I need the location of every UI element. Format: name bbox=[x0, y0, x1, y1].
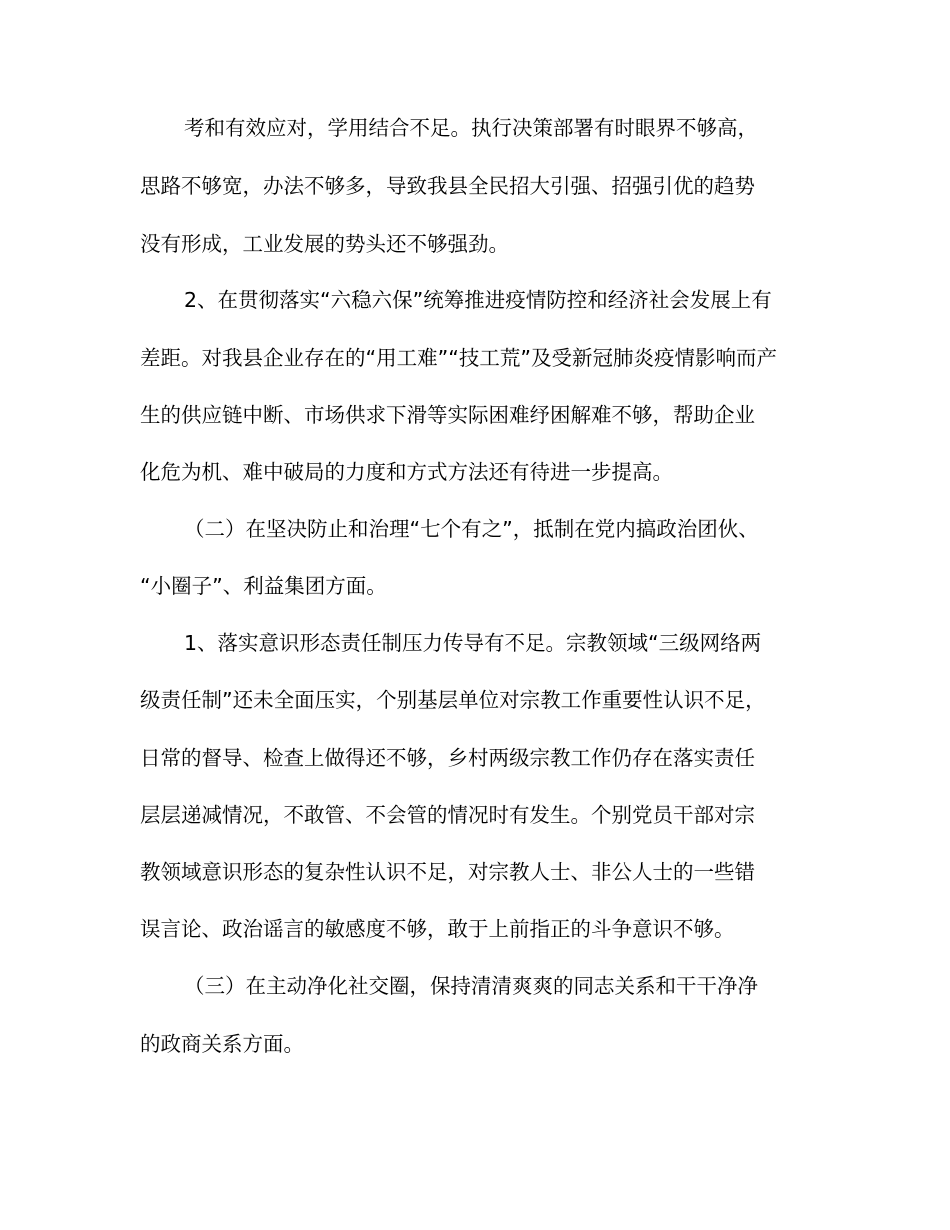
paragraph-line: 化危为机、难中破局的力度和方式方法还有待进一步提高。 bbox=[140, 460, 673, 484]
section-heading-line: 的政商关系方面。 bbox=[140, 1032, 304, 1056]
paragraph-line: 1、落实意识形态责任制压力传导有不足。宗教领域“三级网络两 bbox=[184, 631, 762, 655]
paragraph-line: 层层递减情况，不敢管、不会管的情况时有发生。个别党员干部对宗 bbox=[140, 803, 755, 827]
paragraph-line: 误言论、政治谣言的敏感度不够，敢于上前指正的斗争意识不够。 bbox=[140, 917, 735, 941]
paragraph-line: 没有形成，工业发展的势头还不够强劲。 bbox=[140, 232, 509, 256]
paragraph-line: 教领域意识形态的复杂性认识不足，对宗教人士、非公人士的一些错 bbox=[140, 860, 755, 884]
section-heading-line: “小圈子”、利益集团方面。 bbox=[140, 574, 387, 598]
paragraph-line: 日常的督导、检查上做得还不够，乡村两级宗教工作仍存在落实责任 bbox=[140, 746, 755, 770]
section-heading-line: （二）在坚决防止和治理“七个有之”，抵制在党内搞政治团伙、 bbox=[184, 517, 759, 541]
paragraph-line: 2、在贯彻落实“六稳六保”统筹推进疫情防控和经济社会发展上有 bbox=[184, 288, 772, 312]
paragraph-line: 思路不够宽，办法不够多，导致我县全民招大引强、招强引优的趋势 bbox=[140, 174, 755, 198]
paragraph-line: 级责任制”还未全面压实，个别基层单位对宗教工作重要性认识不足， bbox=[140, 688, 766, 712]
section-heading-line: （三）在主动净化社交圈，保持清清爽爽的同志关系和干干净净 bbox=[184, 974, 758, 998]
paragraph-line: 生的供应链中断、市场供求下滑等实际困难纾困解难不够，帮助企业 bbox=[140, 403, 755, 427]
paragraph-line: 差距。对我县企业存在的“用工难”“技工荒”及受新冠肺炎疫情影响而产 bbox=[140, 346, 777, 370]
paragraph-line: 考和有效应对，学用结合不足。执行决策部署有时眼界不够高， bbox=[184, 116, 758, 140]
